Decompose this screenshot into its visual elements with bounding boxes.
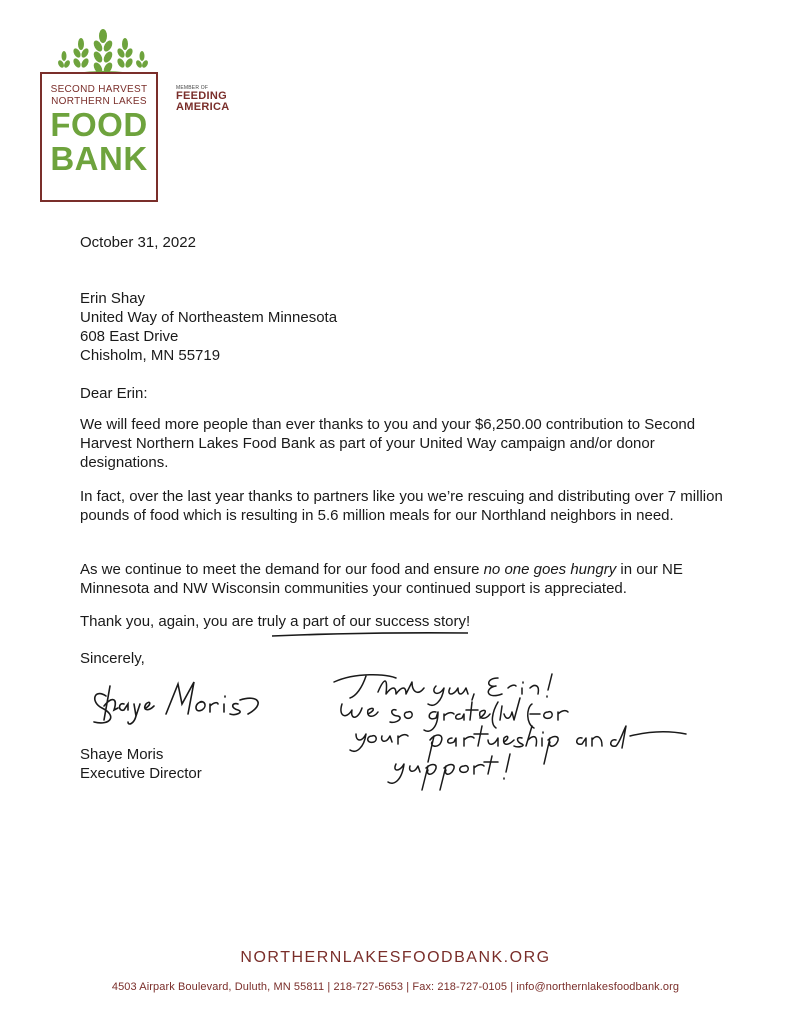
logo-word-food: FOOD	[50, 106, 148, 143]
america-word: AMERICA	[176, 101, 230, 113]
feeding-america-badge	[176, 85, 256, 113]
paragraph-1: We will feed more people than ever thanks to you and your $6,250.00 contribution to Second Harvest Northern Lakes Food Bank as part of your United Way campaign and/or donor designations.	[80, 416, 696, 471]
paragraph-3-emphasis: no one goes hungry	[483, 561, 617, 578]
signer-title: Executive Director	[80, 765, 202, 782]
paragraph-4: Thank you, again, you are truly a part of our success story!	[80, 613, 471, 630]
signer-name: Shaye Moris	[80, 746, 164, 763]
member-of-label: MEMBER OF	[176, 85, 209, 91]
recipient-address	[80, 289, 730, 365]
letter-date: October 31, 2022	[80, 234, 196, 251]
recipient-street: 608 East Drive	[80, 328, 179, 345]
logo-line-1: SECOND HARVEST	[50, 84, 148, 95]
handwritten-underline	[270, 628, 470, 640]
paragraph-3-start: As we continue to meet the demand for our food and ensure	[80, 561, 484, 578]
paragraph-3-end: in our NE Minnesota and NW Wisconsin communities your continued support is appreciated.	[80, 561, 683, 597]
food-bank-logo	[40, 28, 166, 180]
salutation: Dear Erin:	[80, 385, 148, 402]
signature	[88, 674, 288, 730]
paragraph-3	[80, 560, 730, 598]
recipient-city: Chisholm, MN 55719	[80, 347, 221, 364]
handwritten-note	[326, 668, 706, 796]
closing: Sincerely,	[80, 650, 145, 667]
footer-contact: 4503 Airpark Boulevard, Duluth, MN 55811 | 218-727-5653 | Fax: 218-727-0105 | info@northernlakesfoodbank.org	[111, 981, 680, 993]
paragraph-2: In fact, over the last year thanks to partners like you we’re rescuing and distributing over 7 million pounds of food which is resulting in 5.6 million meals for our Northland neighbors in need.	[80, 488, 723, 524]
footer-website: NORTHERNLAKESFOODBANK.ORG	[240, 949, 551, 966]
recipient-org: United Way of Northeastem Minnesota	[80, 309, 338, 326]
feeding-word: FEEDING	[176, 90, 227, 102]
recipient-name: Erin Shay	[80, 290, 146, 307]
logo-word-bank: BANK	[50, 140, 148, 177]
logo-line-2: NORTHERN LAKES	[51, 96, 147, 107]
